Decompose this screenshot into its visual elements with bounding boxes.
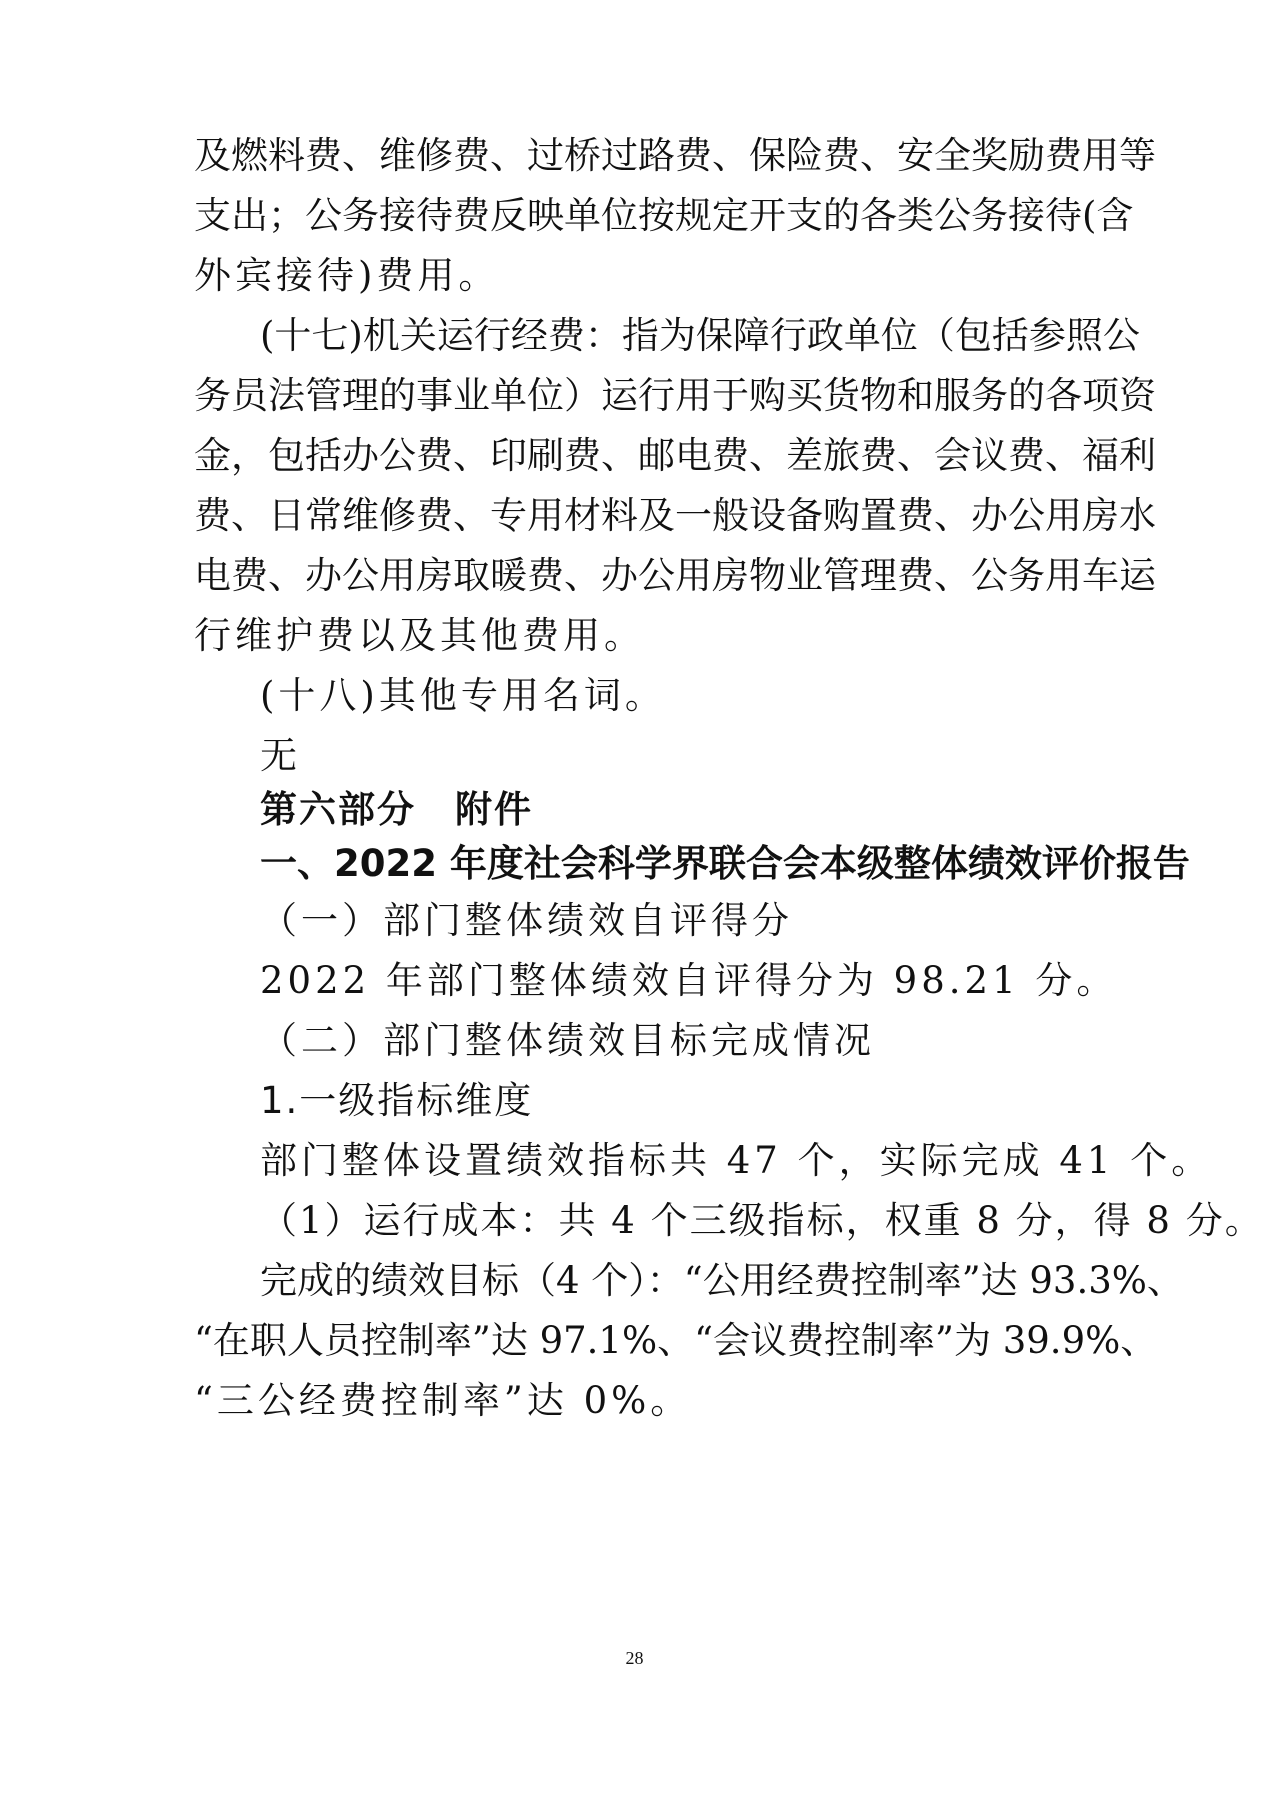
paragraph-line: 完成的绩效目标（4 个）：“公用经费控制率”达 93.3%、 [260, 1259, 1184, 1302]
item-heading: 1.一级指标维度 [260, 1079, 534, 1122]
paragraph-line: 务员法管理的事业单位）运行用于购买货物和服务的各项资 [194, 374, 1156, 417]
paragraph-line: (十七)机关运行经费：指为保障行政单位（包括参照公 [260, 314, 1140, 357]
paragraph-line: 行维护费以及其他费用。 [194, 614, 645, 657]
paragraph-line: 费、日常维修费、专用材料及一般设备购置费、办公用房水 [194, 494, 1156, 537]
subsection-heading: （二）部门整体绩效目标完成情况 [260, 1019, 875, 1062]
paragraph-line: 无 [260, 734, 301, 777]
subsection-heading: （一）部门整体绩效自评得分 [260, 899, 793, 942]
paragraph-line: 金，包括办公费、印刷费、邮电费、差旅费、会议费、福利 [194, 434, 1156, 477]
paragraph-line: 部门整体设置绩效指标共 47 个，实际完成 41 个。 [260, 1139, 1213, 1182]
paragraph-line: 外宾接待)费用。 [194, 254, 500, 297]
paragraph-line: （1）运行成本：共 4 个三级指标，权重 8 分，得 8 分。 [260, 1199, 1264, 1242]
page-number: 28 [625, 1648, 644, 1668]
section-heading: 第六部分 附件 [260, 788, 533, 831]
paragraph-line: 2022 年部门整体绩效自评得分为 98.21 分。 [260, 959, 1118, 1002]
paragraph-line: 及燃料费、维修费、过桥过路费、保险费、安全奖励费用等 [194, 134, 1156, 177]
report-title: 一、2022 年度社会科学界联合会本级整体绩效评价报告 [260, 842, 1190, 885]
paragraph-line: “在职人员控制率”达 97.1%、“会议费控制率”为 39.9%、 [194, 1319, 1158, 1362]
paragraph-line: 支出；公务接待费反映单位按规定开支的各类公务接待(含 [194, 194, 1134, 237]
paragraph-line: 电费、办公用房取暖费、办公用房物业管理费、公务用车运 [194, 554, 1156, 597]
paragraph-line: “三公经费控制率”达 0%。 [194, 1379, 692, 1422]
paragraph-line: (十八)其他专用名词。 [260, 674, 666, 717]
